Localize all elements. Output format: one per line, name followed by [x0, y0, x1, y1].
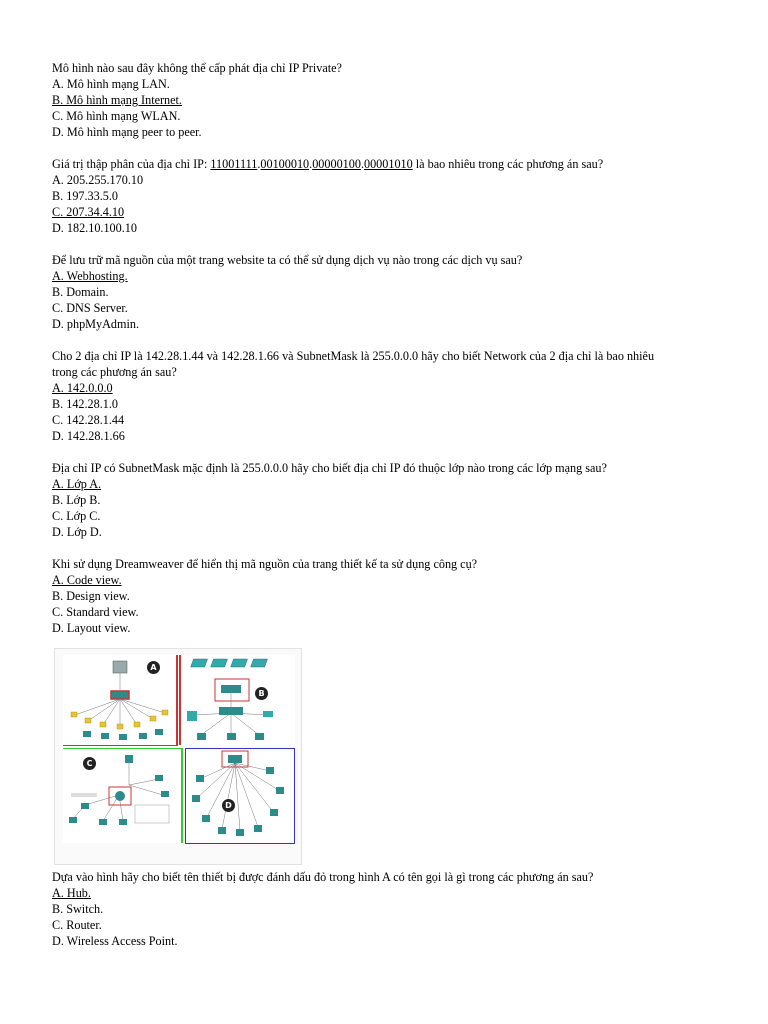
option-c: C. DNS Server.	[52, 301, 128, 315]
option-a-correct: A. Webhosting.	[52, 269, 128, 283]
option-a: A. Mô hình mạng LAN.	[52, 77, 170, 91]
option-c: C. Lớp C.	[52, 509, 101, 523]
option-d: D. 182.10.100.10	[52, 221, 137, 235]
option-a-correct: A. Hub.	[52, 886, 91, 900]
question-stem: Giá trị thập phân của địa chỉ IP: 11001111.00100010.00000100.00001010 là bao nhiêu trong các phương án sau?	[52, 157, 604, 171]
binary-octet: 11001111	[210, 157, 258, 171]
option-d: D. phpMyAdmin.	[52, 317, 140, 331]
question-4	[52, 348, 732, 444]
document-page	[52, 60, 732, 965]
binary-octet: 00000100	[312, 157, 361, 171]
panel-b-label: B	[255, 687, 268, 700]
question-stem: Mô hình nào sau đây không thể cấp phát địa chỉ IP Private?	[52, 61, 342, 75]
option-b: B. 142.28.1.0	[52, 397, 119, 411]
topology-c-drawing	[63, 749, 181, 843]
option-b: B. Switch.	[52, 902, 104, 916]
topology-panel-a	[63, 655, 178, 746]
option-a-correct: A. Code view.	[52, 573, 122, 587]
topology-panel-b	[179, 655, 295, 745]
option-b: B. Lớp B.	[52, 493, 101, 507]
question-stem: Dựa vào hình hãy cho biết tên thiết bị được đánh dấu đỏ trong hình A có tên gọi là gì trong các phương án sau?	[52, 870, 594, 884]
question-3	[52, 252, 732, 332]
question-2	[52, 156, 732, 236]
option-a: A. 205.255.170.10	[52, 173, 144, 187]
option-a-correct: A. 142.0.0.0	[52, 381, 113, 395]
option-b: B. Domain.	[52, 285, 109, 299]
network-topology-figure	[54, 648, 302, 865]
question-7	[52, 869, 732, 949]
option-c: C. Mô hình mạng WLAN.	[52, 109, 181, 123]
option-d: D. Wireless Access Point.	[52, 934, 178, 948]
stem-suffix: là bao nhiêu trong các phương án sau?	[412, 157, 604, 171]
panel-a-label: A	[147, 661, 160, 674]
question-stem: Để lưu trữ mã nguồn của một trang website ta có thể sử dụng dịch vụ nào trong các dịch vụ sau?	[52, 253, 523, 267]
topology-d-drawing	[186, 749, 294, 843]
option-c: C. Standard view.	[52, 605, 139, 619]
topology-panel-d	[185, 748, 295, 844]
binary-octet: 00001010	[363, 157, 413, 171]
binary-octet: 00100010	[260, 157, 310, 171]
stem-line-2: trong các phương án sau?	[52, 365, 177, 379]
option-d: D. 142.28.1.66	[52, 429, 125, 443]
stem-line-1: Cho 2 địa chỉ IP là 142.28.1.44 và 142.28.1.66 và SubnetMask là 255.0.0.0 hãy cho biết Network của 2 địa chỉ là bao nhiêu	[52, 349, 655, 363]
option-c: C. Router.	[52, 918, 102, 932]
question-5	[52, 460, 732, 540]
option-b-correct: B. Mô hình mạng Internet.	[52, 93, 182, 107]
option-b: B. 197.33.5.0	[52, 189, 119, 203]
option-d: D. Layout view.	[52, 621, 131, 635]
option-c-correct: C. 207.34.4.10	[52, 205, 125, 219]
question-1	[52, 60, 732, 140]
option-b: B. Design view.	[52, 589, 130, 603]
option-d: D. Lớp D.	[52, 525, 102, 539]
topology-b-drawing	[181, 655, 295, 745]
topology-panel-c	[63, 748, 183, 843]
panel-c-label: C	[83, 757, 96, 770]
option-a-correct: A. Lớp A.	[52, 477, 102, 491]
option-c: C. 142.28.1.44	[52, 413, 125, 427]
option-d: D. Mô hình mạng peer to peer.	[52, 125, 202, 139]
panel-d-label: D	[222, 799, 235, 812]
question-stem	[52, 348, 732, 380]
stem-prefix: Giá trị thập phân của địa chỉ IP:	[52, 157, 211, 171]
question-6	[52, 556, 732, 636]
question-stem: Khi sử dụng Dreamweaver để hiển thị mã nguồn của trang thiết kế ta sử dụng công cụ?	[52, 557, 478, 571]
question-stem: Địa chỉ IP có SubnetMask mặc định là 255.0.0.0 hãy cho biết địa chỉ IP đó thuộc lớp nào trong các lớp mạng sau?	[52, 461, 607, 475]
